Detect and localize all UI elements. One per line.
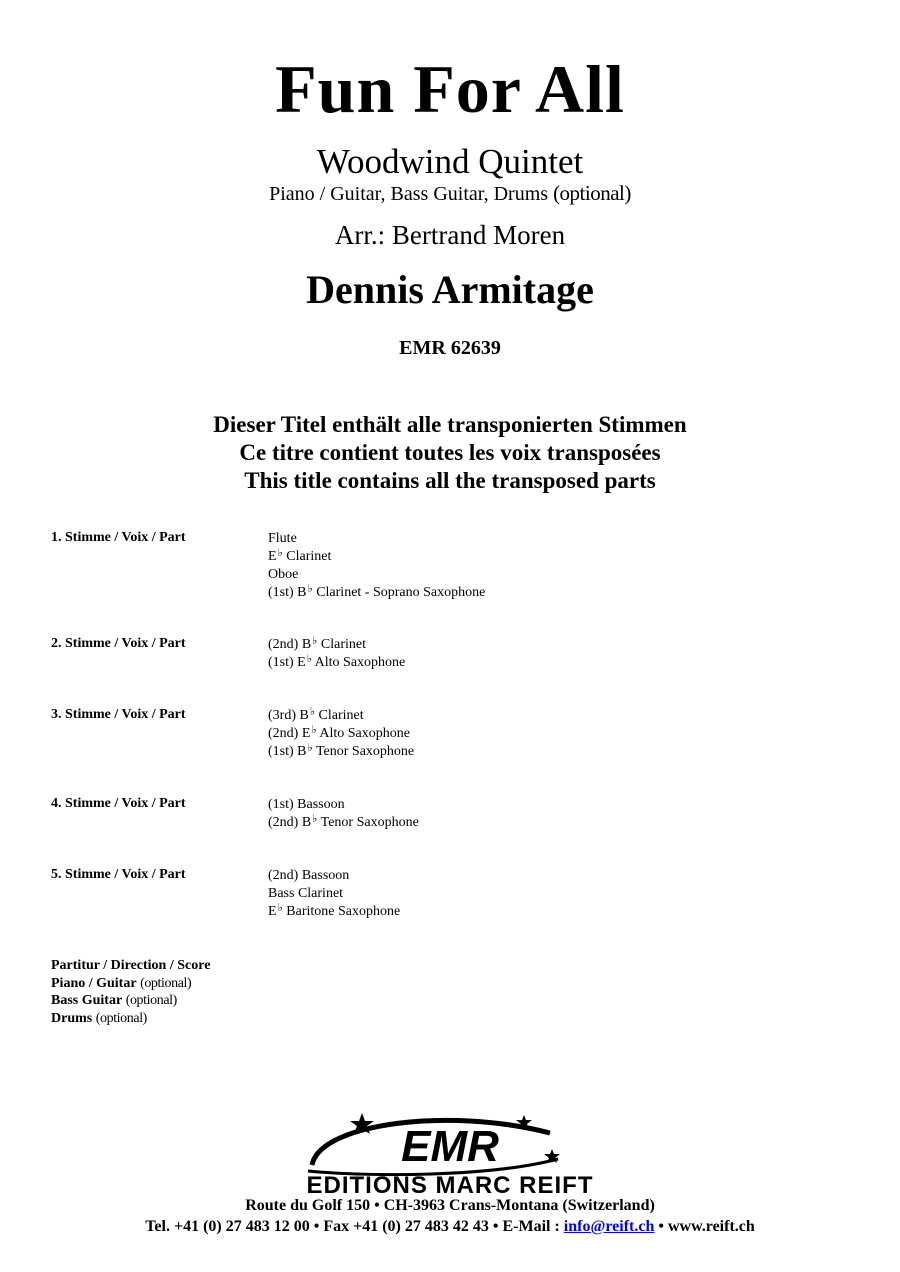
part-label: 3. Stimme / Voix / Part <box>51 707 186 722</box>
instrument-name-rest: Clarinet - Soprano Saxophone <box>316 585 486 600</box>
flat-icon: ♭ <box>312 635 318 647</box>
instrument-name-rest: Tenor Saxophone <box>320 815 419 830</box>
extra-item-optional: (optional) <box>95 1010 147 1026</box>
part-label: 5. Stimme / Voix / Part <box>51 867 186 882</box>
extra-item-label: Piano / Guitar <box>51 975 137 991</box>
instrument-name-rest: Baritone Saxophone <box>286 904 401 919</box>
instrument-name: Oboe <box>268 567 299 582</box>
extra-item <box>51 975 210 993</box>
instrument-name-rest: Clarinet <box>320 637 366 652</box>
extra-item <box>51 957 210 975</box>
part-label: 4. Stimme / Voix / Part <box>51 796 186 811</box>
instrument-item <box>268 903 400 921</box>
arranger: Arr.: Bertrand Moren <box>334 220 566 250</box>
part-instrument-list <box>268 707 414 761</box>
instrument-item <box>268 548 485 566</box>
email-link[interactable]: info@reift.ch <box>563 1218 655 1235</box>
instrument-item <box>268 654 405 672</box>
extra-item-label: Bass Guitar <box>51 993 123 1008</box>
extra-item-label: Drums <box>51 1010 93 1026</box>
part-instrument-list <box>268 636 405 672</box>
instrumentation-optional: (optional) <box>553 181 631 205</box>
flat-icon: ♭ <box>311 724 317 736</box>
flat-icon: ♭ <box>306 653 312 665</box>
flat-icon: ♭ <box>277 902 283 914</box>
extra-item <box>51 1010 210 1028</box>
instrument-name-rest: Alto Saxophone <box>314 655 406 670</box>
instrument-name: (3rd) B <box>268 708 309 723</box>
instrument-name-rest: Alto Saxophone <box>319 726 410 741</box>
part-instrument-list <box>268 796 419 832</box>
part-instrument-list <box>268 530 485 602</box>
instrument-name: E <box>268 904 277 919</box>
instrument-name: (2nd) E <box>268 726 311 741</box>
emr-logo <box>300 1105 600 1197</box>
extra-item <box>51 992 210 1010</box>
instrument-name: Flute <box>268 531 297 546</box>
flat-icon: ♭ <box>277 547 283 559</box>
instrument-name: (2nd) B <box>268 637 312 652</box>
instrument-item <box>268 867 400 885</box>
instrument-item <box>268 584 485 602</box>
instrument-name: (1st) B <box>268 744 307 759</box>
flat-icon: ♭ <box>307 583 313 595</box>
instrument-name-rest: Clarinet <box>286 549 332 564</box>
notice-french: Ce titre contient toutes les voix transposées <box>239 440 661 465</box>
instrument-name: Bass Clarinet <box>268 886 344 901</box>
instrument-name-rest: Tenor Saxophone <box>315 744 415 759</box>
instrument-name: (1st) E <box>268 655 306 670</box>
catalog-number: EMR 62639 <box>399 337 501 359</box>
website-text: • www.reift.ch <box>654 1218 755 1235</box>
logo-mark: EMR <box>401 1122 499 1171</box>
publisher-address: Route du Golf 150 • CH-3963 Crans-Montana (Switzerland) <box>245 1197 655 1214</box>
instrument-item <box>268 530 485 548</box>
subtitle: Woodwind Quintet <box>316 142 584 181</box>
page-title: Fun For All <box>275 51 625 127</box>
instrument-item <box>268 725 414 743</box>
instrument-name: (2nd) B <box>268 815 312 830</box>
instrument-name: (1st) Bassoon <box>268 797 345 812</box>
contact-details: Tel. +41 (0) 27 483 12 00 • Fax +41 (0) 27 483 42 43 • E-Mail : <box>145 1218 564 1235</box>
instrument-name: E <box>268 549 277 564</box>
instrument-item <box>268 636 405 654</box>
instrument-item <box>268 707 414 725</box>
composer: Dennis Armitage <box>306 267 594 312</box>
instrument-name: (1st) B <box>268 585 307 600</box>
notice-german: Dieser Titel enthält alle transponierten Stimmen <box>213 412 687 437</box>
instrumentation-text: Piano / Guitar, Bass Guitar, Drums <box>269 183 549 205</box>
part-instrument-list <box>268 867 400 921</box>
part-label: 1. Stimme / Voix / Part <box>51 530 186 545</box>
flat-icon: ♭ <box>309 706 316 718</box>
flat-icon: ♭ <box>307 742 313 754</box>
notice-english: This title contains all the transposed parts <box>244 468 656 493</box>
part-label: 2. Stimme / Voix / Part <box>51 636 186 651</box>
instrumentation-line <box>0 181 900 206</box>
flat-icon: ♭ <box>312 813 318 825</box>
instrument-name-rest: Clarinet <box>318 708 364 723</box>
logo-name: EDITIONS MARC REIFT <box>306 1172 594 1197</box>
extra-item-optional: (optional) <box>140 975 192 991</box>
instrument-item <box>268 796 419 814</box>
instrument-item <box>268 885 400 903</box>
instrument-item <box>268 566 485 584</box>
instrument-name: (2nd) Bassoon <box>268 868 350 883</box>
publisher-contact <box>0 1218 900 1236</box>
instrument-item <box>268 743 414 761</box>
extra-item-label: Partitur / Direction / Score <box>51 958 211 973</box>
instrument-item <box>268 814 419 832</box>
extra-item-optional: (optional) <box>125 993 177 1008</box>
extras-list <box>51 957 210 1027</box>
